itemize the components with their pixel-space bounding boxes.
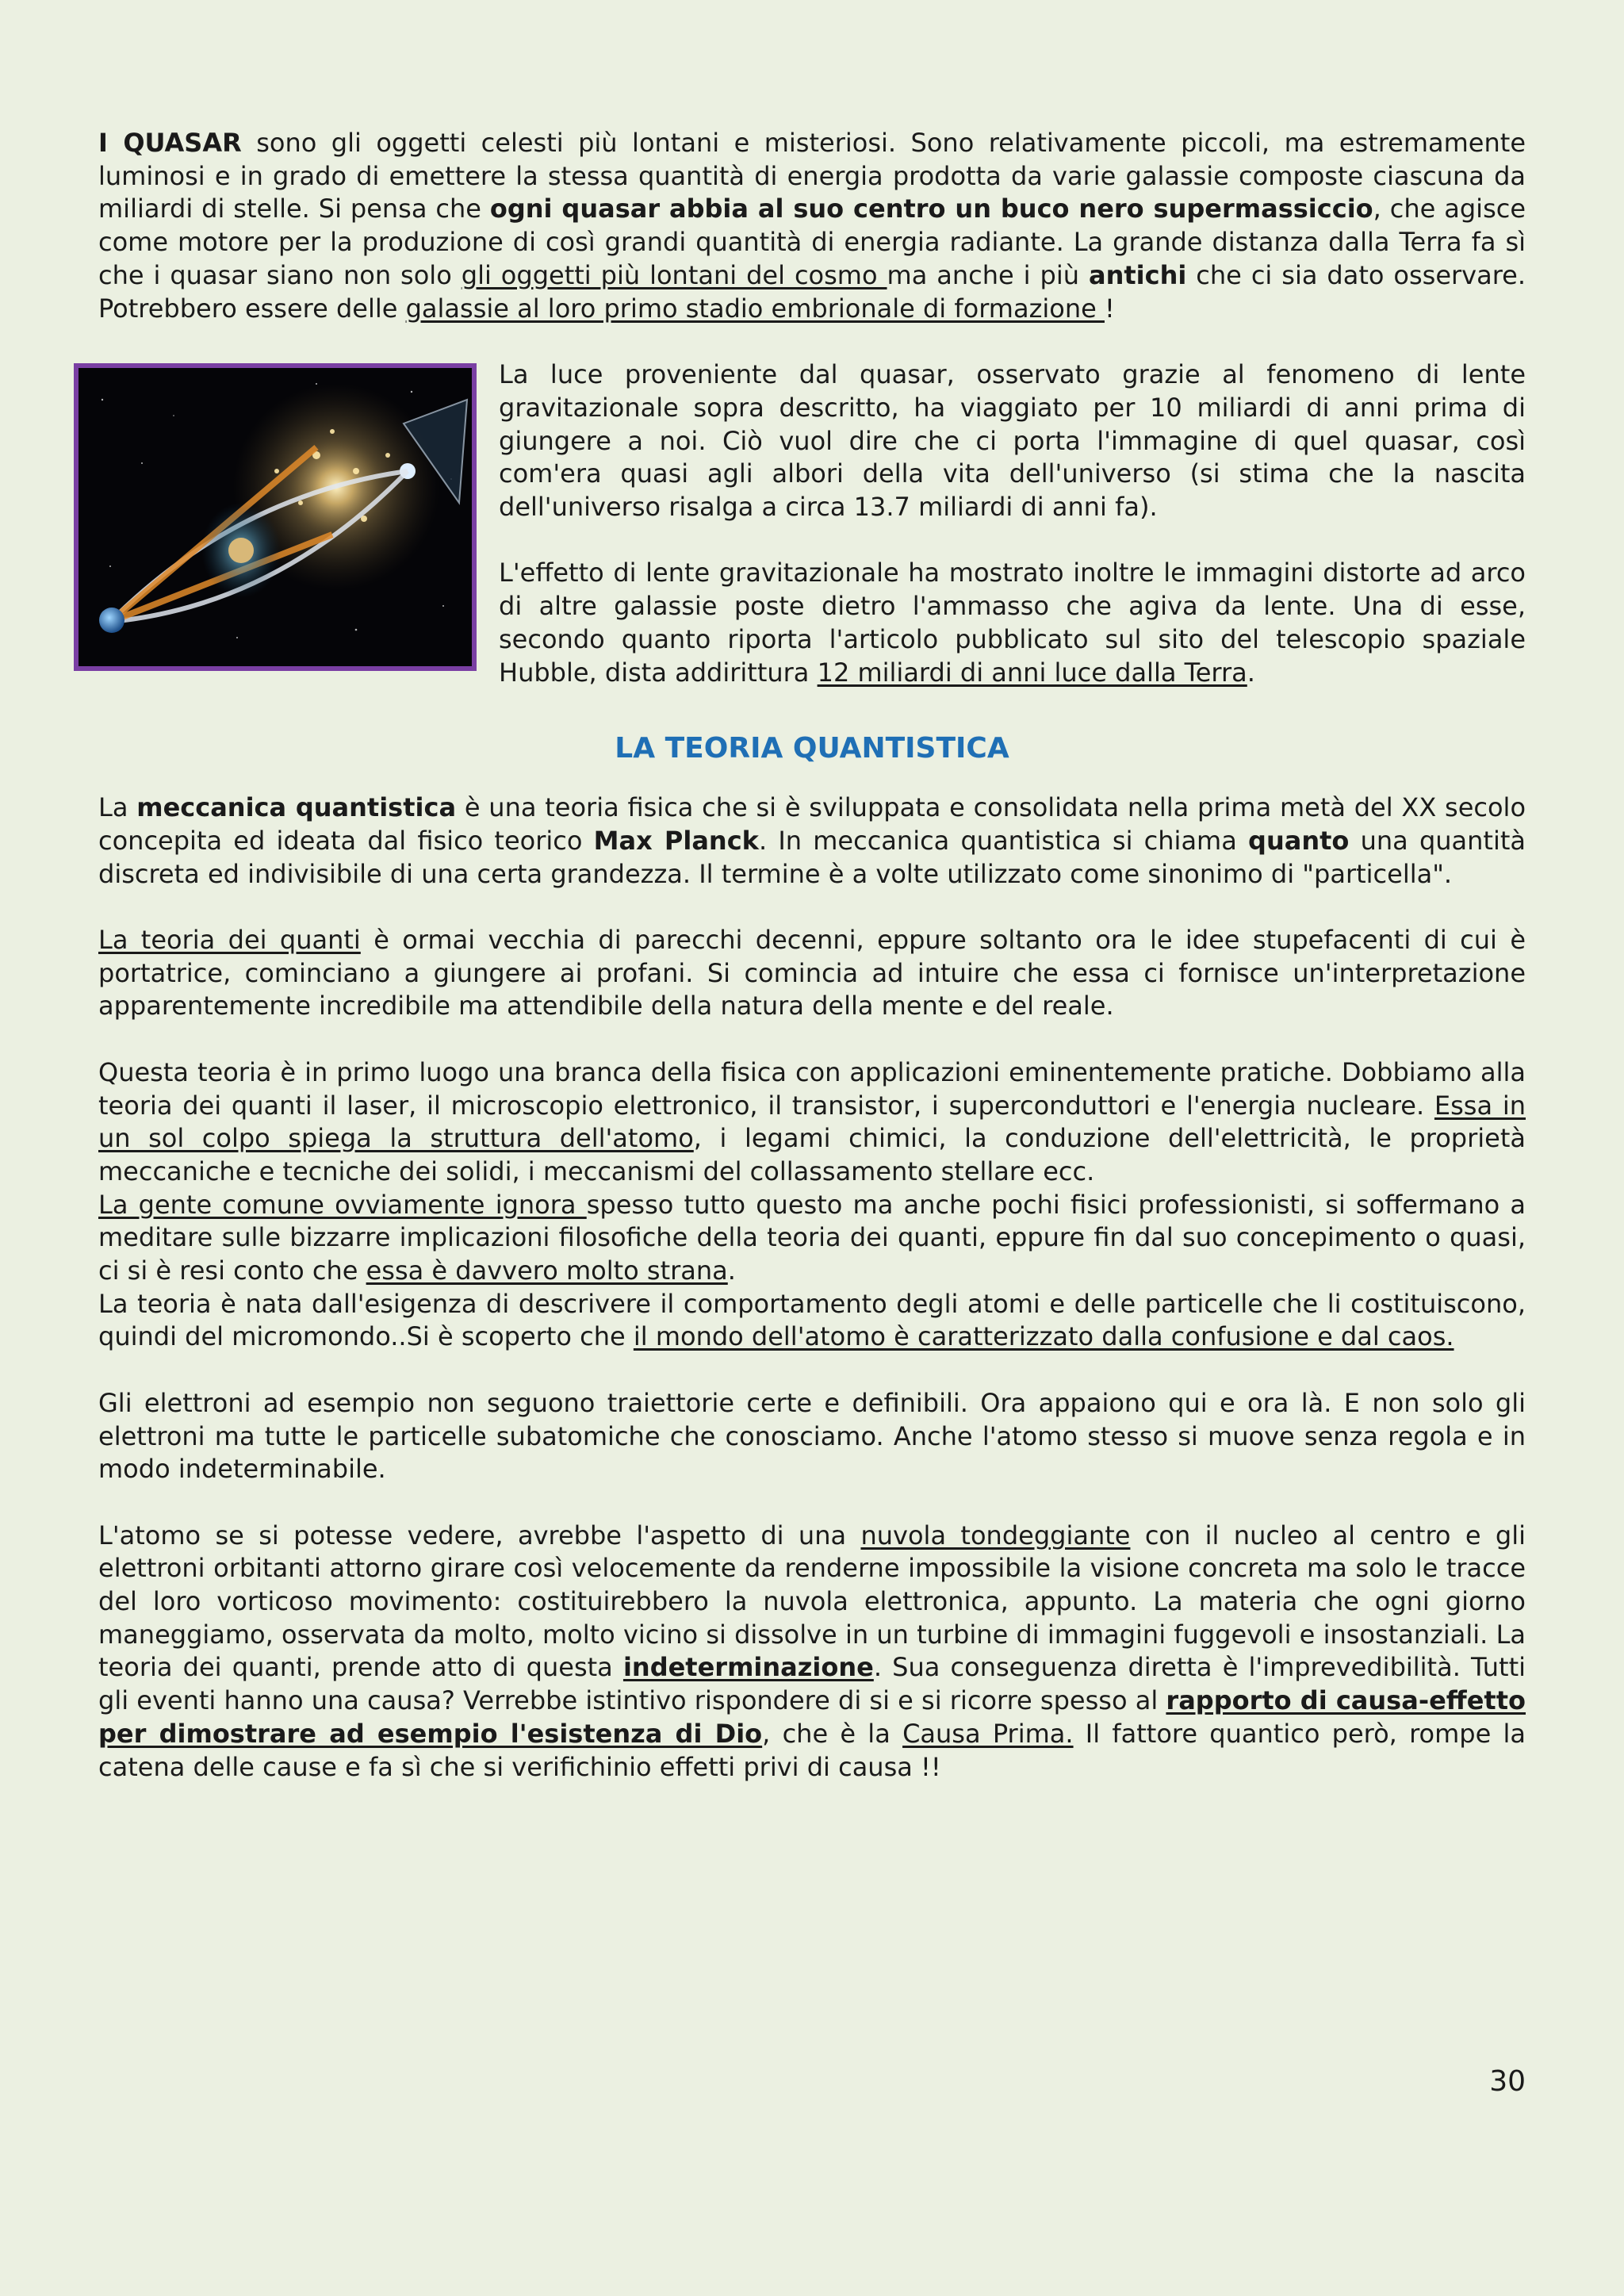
quantum-paragraph-5: La teoria è nata dall'esigenza di descrivere il comportamento degli atomi e delle particelle che li costituiscono, quindi del micromondo..Si è scoperto che il mondo dell'atomo è caratterizzato dalla confusione e dal caos. (98, 1288, 1526, 1352)
page-content (98, 127, 1526, 1784)
lens-effect-paragraph: L'effetto di lente gravitazionale ha mostrato inoltre le immagini distorte ad arco di altre galassie poste dietro l'ammasso che agiva da lente. Una di esse, secondo quanto riporta l'articolo pubblicato sul sito del telescopio spaziale Hubble, dista addirittura 12 miliardi di anni luce dalla Terra. (499, 558, 1526, 688)
quantum-paragraph-1: La meccanica quantistica è una teoria fisica che si è sviluppata e consolidata nella prima metà del XX secolo concepita ed ideata dal fisico teorico Max Planck. In meccanica quantistica si chiama quanto una quantità discreta ed indivisibile di una certa grandezza. Il termine è a volte utilizzato come sinonimo di "particella". (98, 792, 1526, 889)
quantum-paragraph-2: La teoria dei quanti è ormai vecchia di parecchi decenni, eppure soltanto ora le idee stupefacenti di cui è portatrice, cominciano a giungere ai profani. Si comincia ad intuire che essa ci fornisce un'interpretazione apparentemente incredibile ma attendibile della natura della mente e del reale. (98, 925, 1526, 1022)
quantum-section (98, 792, 1526, 1784)
quantum-paragraph-3: Questa teoria è in primo luogo una branca della fisica con applicazioni eminentemente pratiche. Dobbiamo alla teoria dei quanti il laser, il microscopio elettronico, il transistor, i superconduttori e l'energia nucleare. Essa in un sol colpo spiega la struttura dell'atomo, i legami chimici, la conduzione dell'elettricità, le proprietà meccaniche e tecniche dei solidi, i meccanismi del collassamento stellare ecc. (98, 1056, 1526, 1186)
quantum-paragraph-6: Gli elettroni ad esempio non seguono traiettorie certe e definibili. Ora appaiono qui e ora là. E non solo gli elettroni ma tutte le particelle subatomiche che conosciamo. Anche l'atomo stesso si muove senza regola e in modo indeterminabile. (98, 1387, 1526, 1485)
gravitational-lens-image (74, 363, 477, 671)
quantum-paragraph-4: La gente comune ovviamente ignora spesso tutto questo ma anche pochi fisici professionisti, si soffermano a meditare sulle bizzarre implicazioni filosofiche della teoria dei quanti, eppure fin dal suo concepimento o quasi, ci si è resi conto che essa è davvero molto strana. (98, 1189, 1526, 1286)
section-title: LA TEORIA QUANTISTICA (615, 732, 1009, 765)
quantum-paragraph-7: L'atomo se si potesse vedere, avrebbe l'aspetto di una nuvola tondeggiante con il nucleo al centro e gli elettroni orbitanti attorno girare così velocemente da renderne impossibile la visione concreta ma solo le tracce del loro vorticoso movimento: costituirebbero la nuvola elettronica, appunto. La materia che ogni giorno maneggiamo, osservata da molto, molto vicino si dissolve in un turbine di immagini fuggevoli e insostanziali. La teoria dei quanti, prende atto di questa indeterminazione. Sua conseguenza diretta è l'imprevedibilità. Tutti gli eventi hanno una causa? Verrebbe istintivo rispondere di si e si ricorre spesso al rapporto di causa-effetto per dimostrare ad esempio l'esistenza di Dio, che è la Causa Prima. Il fattore quantico però, rompe la catena delle cause e fa sì che si verifichinio effetti privi di causa !! (98, 1520, 1526, 1782)
page-number: 30 (1489, 2065, 1526, 2098)
figure-caption-text (499, 358, 1526, 689)
quasar-term: I QUASAR (98, 128, 242, 158)
gravitational-lens-illustration (79, 368, 472, 666)
figure-row (98, 358, 1526, 700)
intro-paragraph: I QUASAR sono gli oggetti celesti più lontani e misteriosi. Sono relativamente piccoli, ma estremamente luminosi e in grado di emettere la stessa quantità di energia prodotta da varie galassie composte ciascuna da miliardi di stelle. Si pensa che ogni quasar abbia al suo centro un buco nero supermassiccio, che agisce come motore per la produzione di così grandi quantità di energia radiante. La grande distanza dalla Terra fa sì che i quasar siano non solo gli oggetti più lontani del cosmo ma anche i più antichi che ci sia dato osservare. Potrebbero essere delle galassie al loro primo stadio embrionale di formazione ! (98, 128, 1526, 324)
quasar-light-paragraph: La luce proveniente dal quasar, osservato grazie al fenomeno di lente gravitazionale sopra descritto, ha viaggiato per 10 miliardi di anni prima di giungere a noi. Ciò vuol dire che ci porta l'immagine di quel quasar, così com'era quasi agli albori della vita dell'universo (si stima che la nascita dell'universo risalga a circa 13.7 miliardi di anni fa). (499, 359, 1526, 523)
